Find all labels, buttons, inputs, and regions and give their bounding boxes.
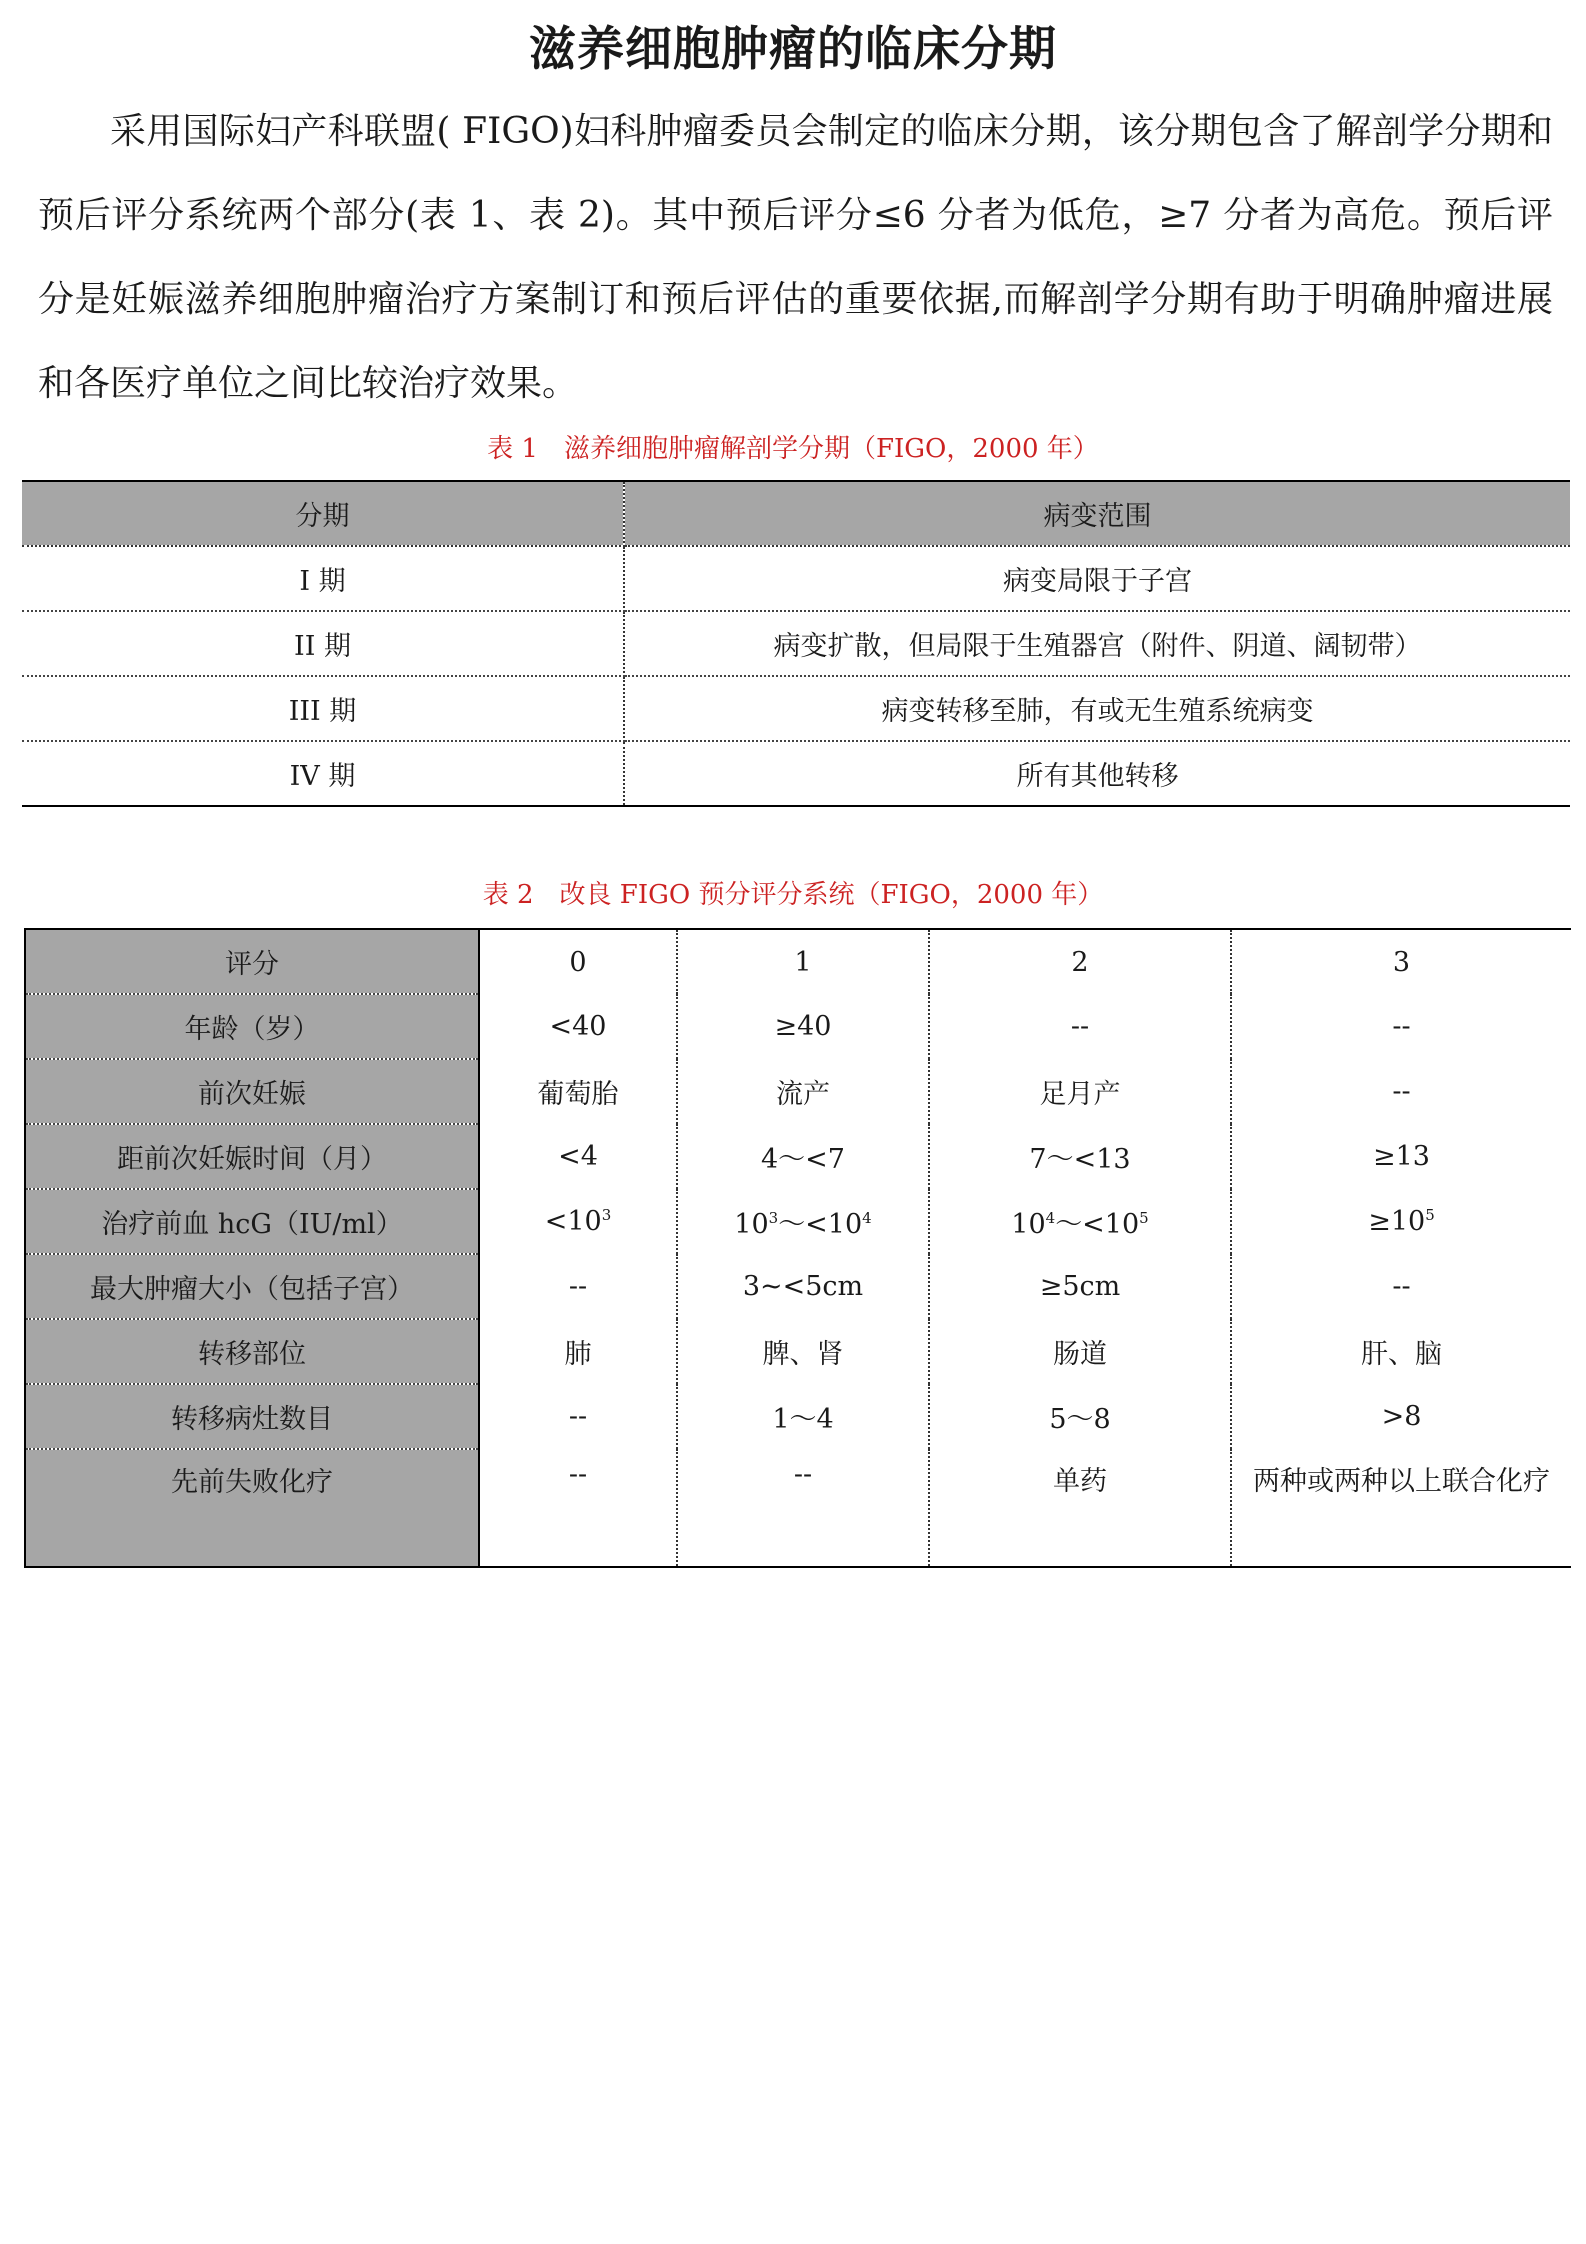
row-label: 转移病灶数目 — [25, 1384, 479, 1449]
value-cell: >8 — [1381, 1401, 1422, 1432]
intro-paragraph — [38, 90, 1553, 426]
score-header-row — [25, 929, 1571, 994]
value-cell: 流产 — [677, 1059, 929, 1124]
row-label: 治疗前血 hcG（IU/ml） — [25, 1189, 479, 1254]
value-base: ≥10 — [1368, 1206, 1426, 1237]
value-base: ～<10 — [1055, 1209, 1140, 1240]
row-label: 最大肿瘤大小（包括子宫） — [25, 1254, 479, 1319]
table-header-row — [22, 481, 1570, 546]
table-row — [25, 1319, 1571, 1384]
header-score-3: 3 — [1392, 946, 1411, 978]
value-cell: 两种或两种以上联合化疗 — [1253, 1466, 1550, 1497]
value-cell — [479, 1189, 677, 1254]
header-score-2: 2 — [929, 929, 1231, 994]
value-cell: 足月产 — [929, 1059, 1231, 1124]
stage-cell: I 期 — [22, 546, 624, 611]
anatomical-staging-table — [22, 480, 1570, 807]
table-row — [22, 741, 1570, 806]
table1-caption: 表 1 滋养细胞肿瘤解剖学分期（FIGO，2000 年） — [487, 434, 1099, 464]
table-row — [25, 1124, 1571, 1189]
value-cell: <4 — [479, 1124, 677, 1189]
page-title: 滋养细胞肿瘤的临床分期 — [529, 22, 1057, 77]
value-exponent: 4 — [862, 1209, 872, 1227]
value-cell: 5～8 — [929, 1384, 1231, 1449]
value-cell: -- — [929, 994, 1231, 1059]
value-cell: 7～<13 — [929, 1124, 1231, 1189]
value-cell: 1～4 — [677, 1384, 929, 1449]
header-extent: 病变范围 — [624, 481, 1570, 546]
value-cell: 葡萄胎 — [479, 1059, 677, 1124]
value-exponent: 3 — [601, 1206, 612, 1224]
extent-cell: 病变局限于子宫 — [624, 546, 1570, 611]
value-base: ～<10 — [778, 1209, 863, 1240]
header-score: 评分 — [25, 929, 479, 994]
value-cell — [1231, 1189, 1571, 1254]
value-base: 10 — [734, 1209, 769, 1240]
table-row — [25, 1059, 1571, 1124]
value-exponent: 4 — [1045, 1209, 1056, 1227]
value-exponent: 5 — [1425, 1206, 1435, 1224]
value-cell: 4～<7 — [677, 1124, 929, 1189]
row-label: 年龄（岁） — [25, 994, 479, 1059]
prognostic-score-table — [24, 928, 1571, 1568]
stage-cell: II 期 — [22, 611, 624, 676]
value-base: <10 — [544, 1206, 602, 1237]
value-cell: -- — [479, 1254, 677, 1319]
value-cell: <40 — [479, 994, 677, 1059]
value-exponent: 5 — [1139, 1209, 1149, 1227]
table-row — [22, 611, 1570, 676]
extent-cell: 病变转移至肺，有或无生殖系统病变 — [624, 676, 1570, 741]
row-label: 距前次妊娠时间（月） — [25, 1124, 479, 1189]
intro-text: 采用国际妇产科联盟( FIGO)妇科肿瘤委员会制定的临床分期，该分期包含了解剖学分期和预后评分系统两个部分(表 1、表 2)。其中预后评分≤6 分者为低危，≥7 分者为高危。预后评分是妊娠滋养细胞肿瘤治疗方案制订和预后评估的重要依据,而解剖学分期有助于明确肿瘤进展和各医疗单位之间比较治疗效果。 — [38, 111, 1553, 404]
value-base: 10 — [1011, 1209, 1046, 1240]
value-cell: 脾、肾 — [677, 1319, 929, 1384]
value-cell: -- — [479, 1449, 677, 1567]
table-row — [25, 1449, 1571, 1567]
table-row — [25, 994, 1571, 1059]
value-cell: -- — [479, 1384, 677, 1449]
header-score-1: 1 — [677, 929, 929, 994]
row-label: 先前失败化疗 — [25, 1449, 479, 1567]
table-row — [22, 676, 1570, 741]
extent-cell: 所有其他转移 — [1016, 761, 1179, 792]
value-cell — [677, 1189, 929, 1254]
value-cell: 3~<5cm — [677, 1254, 929, 1319]
header-stage: 分期 — [22, 481, 624, 546]
table-row — [25, 1189, 1571, 1254]
extent-cell: 病变扩散，但局限于生殖器宫（附件、阴道、阔韧带） — [624, 611, 1570, 676]
table-row — [25, 1254, 1571, 1319]
header-score-0: 0 — [479, 929, 677, 994]
row-label: 转移部位 — [25, 1319, 479, 1384]
value-cell: 肺 — [479, 1319, 677, 1384]
table-row — [25, 1384, 1571, 1449]
value-cell: -- — [1392, 1076, 1411, 1107]
value-cell: -- — [1392, 1011, 1411, 1042]
value-cell: ≥5cm — [929, 1254, 1231, 1319]
value-exponent: 3 — [768, 1209, 779, 1227]
stage-cell: III 期 — [22, 676, 624, 741]
value-cell: 肝、脑 — [1361, 1339, 1442, 1370]
value-cell: ≥13 — [1373, 1141, 1430, 1172]
value-cell — [929, 1189, 1231, 1254]
row-label: 前次妊娠 — [25, 1059, 479, 1124]
table2-caption: 表 2 改良 FIGO 预分评分系统（FIGO，2000 年） — [482, 880, 1104, 910]
value-cell: -- — [677, 1449, 929, 1567]
value-cell: 单药 — [929, 1449, 1231, 1567]
value-cell: 肠道 — [929, 1319, 1231, 1384]
table-row — [22, 546, 1570, 611]
value-cell: -- — [1392, 1271, 1411, 1302]
stage-cell: IV 期 — [22, 741, 624, 806]
value-cell: ≥40 — [677, 994, 929, 1059]
